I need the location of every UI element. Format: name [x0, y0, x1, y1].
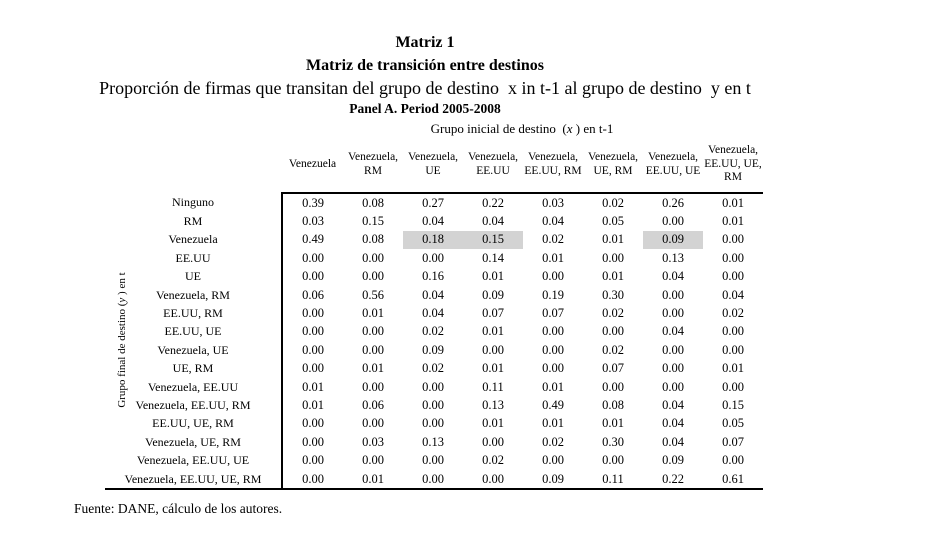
matrix-cell: 0.11 [482, 379, 504, 394]
matrix-row-7 [105, 323, 763, 341]
matrix-cell: 0.16 [422, 269, 444, 284]
matrix-cell: 0.22 [482, 195, 504, 210]
matrix-cell: 0.30 [602, 287, 624, 302]
matrix-cell: 0.00 [722, 342, 744, 357]
matrix-cell: 0.00 [662, 306, 684, 321]
matrix-cell: 0.49 [542, 397, 564, 412]
matrix-row-2 [105, 231, 763, 249]
final-axis-prefix: Grupo final de destino ( [116, 302, 128, 408]
matrix-cell: 0.01 [482, 269, 504, 284]
matrix-cell: 0.00 [282, 304, 343, 322]
matrix-cell: 0.02 [422, 361, 444, 376]
matrix-cell: 0.49 [282, 231, 343, 249]
matrix-cell: 0.56 [362, 287, 384, 302]
matrix-row-10 [105, 378, 763, 396]
row-label: EE.UU, UE, RM [152, 416, 234, 431]
row-label: Venezuela, EE.UU, UE, RM [105, 470, 282, 489]
matrix-cell: 0.27 [422, 195, 444, 210]
matrix-row-14 [105, 451, 763, 469]
matrix-cell: 0.08 [602, 397, 624, 412]
matrix-cell: 0.04 [662, 324, 684, 339]
matrix-cell: 0.02 [542, 232, 564, 247]
matrix-cell: 0.04 [482, 214, 504, 229]
row-label: RM [183, 214, 203, 229]
column-header-6: Venezuela, EE.UU, UE [643, 137, 703, 193]
matrix-cell: 0.15 [722, 397, 744, 412]
row-label: UE, RM [172, 361, 214, 376]
matrix-cell: 0.09 [523, 470, 583, 489]
matrix-cell: 0.01 [602, 232, 624, 247]
matrix-cell: 0.00 [542, 342, 564, 357]
matrix-cell: 0.00 [602, 453, 624, 468]
panel-label: Panel A. Period 2005-2008 [349, 101, 501, 116]
matrix-cell: 0.05 [602, 214, 624, 229]
row-label: Venezuela, RM [156, 287, 230, 302]
matrix-cell: 0.06 [362, 397, 384, 412]
matrix-cell: 0.00 [722, 232, 744, 247]
matrix-cell: 0.02 [542, 434, 564, 449]
matrix-row-5 [105, 286, 763, 304]
matrix-cell: 0.26 [662, 195, 684, 210]
matrix-cell: 0.00 [403, 470, 463, 489]
matrix-cell: 0.09 [422, 342, 444, 357]
matrix-number-title: Matriz 1 [395, 34, 455, 51]
matrix-cell: 0.00 [482, 342, 504, 357]
matrix-cell: 0.01 [542, 416, 564, 431]
matrix-cell: 0.39 [282, 193, 343, 212]
row-label: Venezuela, EE.UU [147, 379, 239, 394]
matrix-cell: 0.19 [542, 287, 564, 302]
matrix-cell: 0.04 [422, 214, 444, 229]
matrix-cell: 0.13 [482, 397, 504, 412]
matrix-row-6 [105, 304, 763, 322]
matrix-cell: 0.07 [482, 306, 504, 321]
matrix-cell: 0.00 [482, 434, 504, 449]
matrix-cell: 0.11 [583, 470, 643, 489]
matrix-row-13 [105, 433, 763, 451]
matrix-cell: 0.01 [722, 195, 744, 210]
matrix-cell: 0.00 [722, 379, 744, 394]
matrix-cell: 0.02 [602, 342, 624, 357]
matrix-cell: 0.01 [602, 269, 624, 284]
final-group-axis-label [116, 272, 128, 407]
matrix-cell: 0.00 [662, 342, 684, 357]
matrix-cell: 0.00 [422, 453, 444, 468]
matrix-cell: 0.08 [362, 195, 384, 210]
matrix-cell: 0.00 [602, 250, 624, 265]
matrix-cell: 0.00 [282, 249, 343, 267]
column-header-4: Venezuela, EE.UU, RM [523, 137, 583, 193]
corner-cell [105, 137, 282, 193]
matrix-title: Matriz de transición entre destinos [306, 57, 544, 74]
matrix-cell: 0.01 [482, 416, 504, 431]
matrix-cell: 0.00 [722, 250, 744, 265]
matrix-cell: 0.08 [362, 232, 384, 247]
initial-axis-prefix: Grupo inicial de destino ( [430, 121, 567, 136]
matrix-cell: 0.30 [602, 434, 624, 449]
matrix-cell: 0.22 [643, 470, 703, 489]
matrix-row-9 [105, 360, 763, 378]
matrix-cell: 0.00 [422, 379, 444, 394]
matrix-cell: 0.00 [282, 360, 343, 378]
matrix-cell: 0.02 [722, 306, 744, 321]
matrix-cell: 0.01 [542, 379, 564, 394]
matrix-cell: 0.00 [282, 415, 343, 433]
matrix-cell: 0.04 [662, 416, 684, 431]
final-axis-variable: y [116, 297, 128, 303]
column-header-2: Venezuela, UE [403, 137, 463, 193]
matrix-cell: 0.00 [282, 268, 343, 286]
matrix-cell: 0.18 [403, 231, 463, 249]
matrix-row-1 [105, 212, 763, 230]
matrix-cell: 0.07 [602, 361, 624, 376]
matrix-cell: 0.00 [282, 470, 343, 489]
matrix-cell: 0.00 [362, 324, 384, 339]
matrix-cell: 0.00 [542, 361, 564, 376]
matrix-cell: 0.00 [542, 453, 564, 468]
matrix-cell: 0.00 [422, 397, 444, 412]
matrix-cell: 0.00 [282, 433, 343, 451]
matrix-cell: 0.00 [282, 341, 343, 359]
matrix-cell: 0.00 [662, 361, 684, 376]
matrix-cell: 0.00 [542, 269, 564, 284]
matrix-cell: 0.09 [482, 287, 504, 302]
matrix-cell: 0.04 [662, 269, 684, 284]
matrix-cell: 0.04 [662, 397, 684, 412]
matrix-cell: 0.03 [362, 434, 384, 449]
row-label: Venezuela, EE.UU, UE [136, 453, 250, 468]
matrix-cell: 0.01 [482, 324, 504, 339]
matrix-cell: 0.00 [362, 250, 384, 265]
matrix-cell: 0.04 [722, 287, 744, 302]
matrix-cell: 0.13 [662, 250, 684, 265]
matrix-cell: 0.01 [362, 306, 384, 321]
matrix-row-15 [105, 470, 763, 489]
matrix-cell: 0.00 [662, 214, 684, 229]
row-label: EE.UU, UE [164, 324, 222, 339]
initial-axis-variable: x [566, 121, 573, 136]
matrix-cell: 0.02 [602, 306, 624, 321]
matrix-cell: 0.02 [422, 324, 444, 339]
row-label: Ninguno [172, 195, 214, 210]
matrix-cell: 0.61 [703, 470, 763, 489]
matrix-row-3 [105, 249, 763, 267]
row-label: EE.UU [175, 250, 211, 265]
matrix-cell: 0.01 [343, 470, 403, 489]
column-header-1: Venezuela, RM [343, 137, 403, 193]
matrix-cell: 0.00 [362, 416, 384, 431]
initial-group-axis-label [281, 121, 763, 137]
matrix-cell: 0.01 [282, 378, 343, 396]
matrix-cell: 0.05 [722, 416, 744, 431]
matrix-cell: 0.07 [722, 434, 744, 449]
matrix-cell: 0.01 [482, 361, 504, 376]
matrix-cell: 0.15 [362, 214, 384, 229]
initial-axis-suffix: ) en t-1 [572, 121, 614, 136]
matrix-cell: 0.01 [722, 361, 744, 376]
row-label: Venezuela, UE, RM [145, 434, 241, 449]
matrix-cell: 0.00 [362, 342, 384, 357]
matrix-cell: 0.00 [282, 451, 343, 469]
matrix-cell: 0.01 [722, 214, 744, 229]
final-axis-suffix: ) en t [116, 272, 128, 298]
row-label: Venezuela [168, 232, 218, 247]
matrix-cell: 0.01 [282, 396, 343, 414]
column-header-7: Venezuela, EE.UU, UE, RM [703, 137, 763, 193]
matrix-cell: 0.09 [662, 453, 684, 468]
column-header-0: Venezuela [282, 137, 343, 193]
row-label: EE.UU, RM [163, 306, 223, 321]
matrix-cell: 0.15 [463, 231, 523, 249]
matrix-cell: 0.04 [422, 287, 444, 302]
matrix-cell: 0.04 [662, 434, 684, 449]
matrix-cell: 0.00 [422, 416, 444, 431]
matrix-cell: 0.00 [362, 453, 384, 468]
matrix-row-0 [105, 193, 763, 212]
matrix-cell: 0.00 [463, 470, 523, 489]
matrix-cell: 0.06 [282, 286, 343, 304]
column-header-3: Venezuela, EE.UU [463, 137, 523, 193]
row-label: Venezuela, UE [157, 342, 229, 357]
row-label: Venezuela, EE.UU, RM [135, 397, 251, 412]
matrix-row-8 [105, 341, 763, 359]
matrix-cell: 0.02 [602, 195, 624, 210]
source-note: Fuente: DANE, cálculo de los autores. [74, 501, 283, 516]
matrix-cell: 0.00 [722, 269, 744, 284]
row-label: UE [185, 269, 201, 284]
matrix-row-12 [105, 415, 763, 433]
transition-matrix-table [105, 137, 763, 490]
matrix-cell: 0.00 [362, 379, 384, 394]
matrix-cell: 0.00 [662, 379, 684, 394]
matrix-cell: 0.00 [722, 324, 744, 339]
matrix-cell: 0.04 [422, 306, 444, 321]
matrix-cell: 0.00 [542, 324, 564, 339]
matrix-cell: 0.01 [542, 250, 564, 265]
matrix-cell: 0.13 [422, 434, 444, 449]
matrix-cell: 0.00 [422, 250, 444, 265]
matrix-cell: 0.03 [282, 212, 343, 230]
matrix-cell: 0.00 [662, 287, 684, 302]
matrix-cell: 0.02 [482, 453, 504, 468]
matrix-cell: 0.04 [542, 214, 564, 229]
matrix-cell: 0.00 [722, 453, 744, 468]
matrix-subtitle: Proporción de firmas que transitan del grupo de destino x in t-1 al grupo de destino y en t [99, 78, 751, 98]
matrix-cell: 0.03 [542, 195, 564, 210]
matrix-cell: 0.00 [362, 269, 384, 284]
matrix-cell: 0.14 [482, 250, 504, 265]
matrix-cell: 0.01 [602, 416, 624, 431]
matrix-row-4 [105, 268, 763, 286]
matrix-header-row [105, 137, 763, 193]
matrix-cell: 0.00 [602, 379, 624, 394]
matrix-cell: 0.09 [643, 231, 703, 249]
matrix-cell: 0.07 [542, 306, 564, 321]
matrix-cell: 0.00 [282, 323, 343, 341]
matrix-cell: 0.00 [602, 324, 624, 339]
matrix-row-11 [105, 396, 763, 414]
column-header-5: Venezuela, UE, RM [583, 137, 643, 193]
matrix-cell: 0.01 [362, 361, 384, 376]
